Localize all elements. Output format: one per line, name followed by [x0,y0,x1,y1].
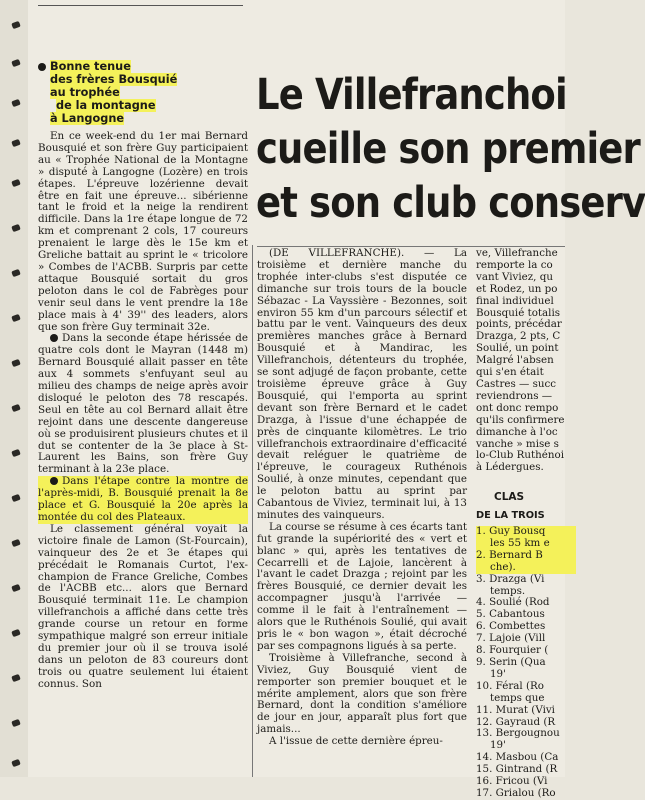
result-line: 19' [490,739,506,752]
middle-paragraph: (DE VILLEFRANCHE). — La troisième et dernière manche du trophée inter-clubs s'est disputée ce dimanche sur trois tours de la boucle Sébazac - La Vayssière - Bezonnes, soit environ 55 km d'un parcours sélectif et battu par le vent. Vainqueurs des deux premières manches grâce à Bernard Bousquié et à Mandirac, les Villefranchois, détenteurs du trophée, se sont adjugé de façon probante, cette troisième épreuve grâce à Guy Bousquié, qui l'emporta au sprint devant son frère Bernard et le cadet Drazga, à l'issue d'une échappée de près de cinquante kilomètres. Le trio villefranchois extraordinaire d'efficacité devait reléguer le quatrième de l'épreuve, le courageux Ruthénois Soulié, à onze minutes, cependant que le peloton battu au sprint par Cabantous de Viviez, terminait lui, à 13 minutes des vainqueurs. [257,247,467,521]
right-line: et Rodez, un po [476,282,558,295]
punch-mark [11,269,21,277]
result-line: 3. Drazga (Vi [476,572,545,585]
right-line: reviendrons — [476,389,553,402]
middle-article [257,248,467,748]
right-line: ve, Villefranche [476,247,558,259]
classement-title: CLAS [494,491,525,504]
punch-mark [11,584,21,592]
headline-line: au trophée [50,86,120,99]
result-line: 2. Bernard B [476,550,576,562]
result-line: temps que [490,691,545,704]
punch-mark [11,59,21,67]
right-line: à Lédergues. [476,461,544,474]
binder-margin [0,0,28,777]
right-line: Soulié, un point [476,342,559,355]
result-line: 9. Serin (Qua [476,656,546,668]
left-paragraph [38,333,248,476]
right-line: Castres — succ [476,377,557,390]
punch-mark [11,359,21,367]
left-paragraph: En ce week-end du 1er mai Bernard Bousquié et son frère Guy participaient au « Trophée National de la Montagne » disputé à Langogne (Lozère) en trois étapes. L'épreuve lozérienne devait être en fait une épreuve... sibérienne tant le froid et la neige la rendirent difficile. Dans la 1re étape longue de 72 km et comprenant 2 cols, 17 coureurs prenaient le large dès le 15e km et Greliche battait au sprint le « tricolore » Combes de l'ACBB. Surpris par cette attaque Bousquié sortait du gros peloton dans le col de Fabrèges pour venir seul dans le vent prendre la 18e place mais à 4' 39'' des leaders, alors que son frère Guy terminait 32e. [38,130,248,333]
left-article [38,60,248,691]
left-paragraph: Le classement général voyait la victoire finale de Lamon (St-Fourcain), vainqueur des 2e et 3e étapes qui précédait le Romanais Curtot, l'ex-champion de France Greliche, Combes de l'ACBB etc... alors que Bernard Bousquié terminait 11e. Le champion villefranchois a affiché dans cette très grande course un retour en forme sympathique malgré son erreur initiale du premier jour où il se trouva isolé dans un peloton de 83 coureurs dont trois ou quatre seulement lui étaient connus. Son [38,522,248,690]
result-line: les 55 km e [476,538,576,550]
result-line: 13. Bergougnou [476,727,560,740]
right-line: Drazga, 2 pts, C [476,330,561,343]
punch-mark [11,629,21,637]
headline-line: à Langogne [50,112,125,125]
right-line: vanche » mise s [476,437,559,450]
punch-mark [11,759,21,767]
title-line: cueille son premier [256,124,640,174]
top-rule [38,5,243,6]
right-line: Bousquié totalis [476,306,561,319]
result-line: 1. Guy Bousq [476,526,576,538]
middle-paragraph: La course se résume à ces écarts tant fut grande la supériorité des « vert et blanc » qui, après les tentatives de Cecarrelli et de Lajoie, lancèrent à l'avant le cadet Drazga ; rejoint par les frères Bousquié, ce dernier devait les accompagner jusqu'à l'arrivée — comme il le fait à l'entraînement — alors que le Ruthénois Soulié, qui avait pris le « bon wagon », était décroché par ses compagnons ligués à sa perte. [257,520,467,652]
main-title [256,68,645,230]
punch-mark [11,99,21,107]
result-line: 15. Gintrand (R [476,763,558,776]
result-line: 14. Masbou (Ca [476,751,559,764]
right-line: Malgré l'absen [476,354,554,367]
punch-mark [11,449,21,457]
left-paragraph-highlighted [38,476,248,524]
result-line: 6. Combettes [476,620,546,633]
result-line: 8. Fourquier ( [476,644,549,657]
left-paragraph-text: Dans l'étape contre la montre de l'après-midi, B. Bousquié prenait la 8e place et G. Bousquié la 20e après la montée du col des Plateaux. [38,475,248,523]
punch-mark [11,224,21,232]
result-line: 10. Féral (Ro [476,679,544,692]
classement-subtitle: DE LA TROIS [476,510,545,522]
punch-mark [11,404,21,412]
result-line: 16. Fricou (Vi [476,775,548,788]
headline-line: Bonne tenue [50,60,131,73]
column-divider [252,245,253,777]
punch-mark [11,494,21,502]
right-line: ont donc rempo [476,401,559,414]
result-line: 12. Gayraud (R [476,715,556,728]
result-line: 11. Murat (Vivi [476,703,555,716]
result-line: temps. [490,584,526,597]
title-line: et son club conserv [256,178,645,228]
punch-mark [11,21,21,29]
result-line: 5. Cabantous [476,608,545,621]
right-line: points, précédar [476,318,562,331]
right-line: qui s'en était [476,366,544,379]
right-line: vant Viviez, qu [476,270,553,283]
left-headline [38,60,248,125]
result-line: 17. Grialou (Ro [476,786,556,799]
left-paragraph-text: Dans la seconde étape hérissée de quatre cols dont le Mayran (1448 m) Bernard Bousquié allait passer en tête aux 4 sommets s'enfuyant seul au milieu des champs de neige après avoir disloqué le peloton des 78 rescapés. Seul en tête au col Bernard allait être rejoint dans une descente dangereuse où se produisirent plusieurs chutes et il dut se contenter de la 3e place à St-Laurent les Bains, son frère Guy terminant à la 23e place. [38,332,248,476]
middle-paragraph: Troisième à Villefranche, second à Viviez, Guy Bousquié vient de remporter son premier bouquet et le mérite amplement, alors que son frère Bernard, dont la condition s'améliore de jour en jour, apparaît plus fort que jamais... [257,651,467,736]
punch-mark [11,539,21,547]
punch-mark [11,674,21,682]
result-line: che). [476,562,576,574]
result-line: 4. Soulié (Rod [476,596,550,609]
title-line: Le Villefranchoi [256,70,567,120]
right-line: qu'ils confirmere [476,413,565,426]
punch-mark [11,719,21,727]
bullet-icon [50,334,58,342]
middle-paragraph: A l'issue de cette dernière épreu- [269,735,443,748]
result-line: 7. Lajoie (Vill [476,632,546,645]
punch-mark [11,139,21,147]
right-line: final individuel [476,294,554,307]
punch-mark [11,179,21,187]
headline-line: de la montagne [56,99,156,112]
right-column [476,248,576,800]
bullet-icon [38,63,46,71]
right-line: lo-Club Ruthénoi [476,449,565,462]
right-line: remporte la co [476,258,553,271]
bullet-icon [50,477,58,485]
headline-line: des frères Bousquié [50,73,178,86]
punch-mark [11,314,21,322]
right-line: dimanche à l'oc [476,425,558,438]
result-line: 19' [490,667,506,680]
